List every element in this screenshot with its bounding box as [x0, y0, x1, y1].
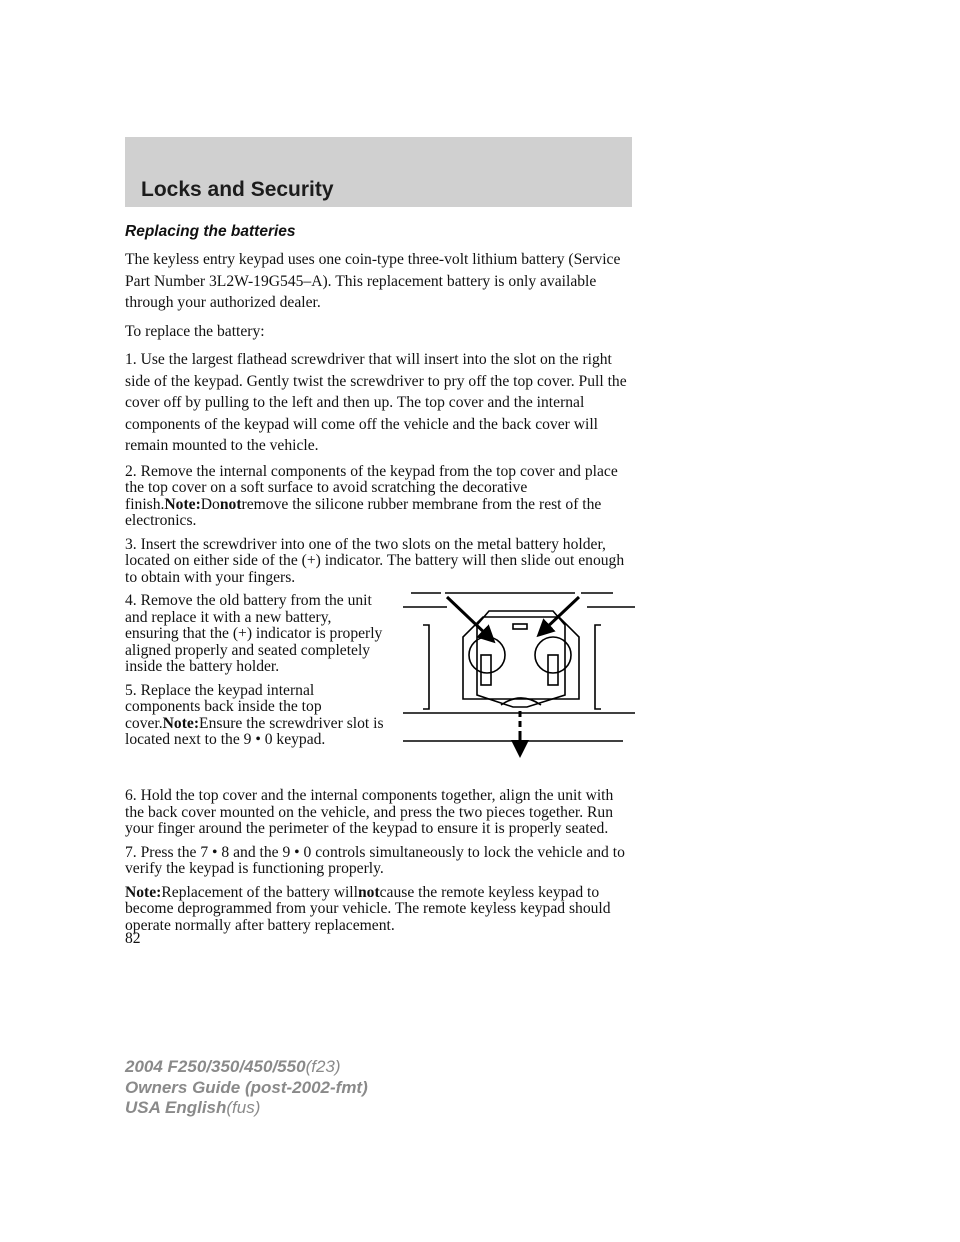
- footer-model-code: (f23): [305, 1057, 341, 1076]
- header-band: [125, 137, 632, 207]
- step-5-rest: Ensure the screwdriver slot is located next to the 9 • 0 keypad.: [125, 714, 384, 748]
- footer-line-1: [125, 1057, 368, 1078]
- final-note-text: Replacement of the battery will: [161, 883, 358, 901]
- footer: [125, 1057, 368, 1119]
- footer-language: USA English: [125, 1098, 227, 1117]
- step-4: 4. Remove the old battery from the unit and replace it with a new battery, ensuring that the (+) indicator is properly aligned properly and seated completely inside the battery holder.: [125, 592, 383, 675]
- footer-line-3: [125, 1098, 368, 1119]
- step-7: 7. Press the 7 • 8 and the 9 • 0 controls simultaneously to lock the vehicle and to verify the keypad is functioning properly.: [125, 843, 625, 877]
- main-content: [125, 222, 635, 941]
- final-note: [125, 885, 635, 935]
- step-2-not: not: [219, 495, 242, 513]
- step-5-note-label: Note:: [162, 714, 200, 732]
- battery-holder-diagram: [403, 591, 635, 763]
- step-3: 3. Insert the screwdriver into one of the two slots on the metal battery holder, located on either side of the (+) indicator. The battery will then slide out enough to obtain with your fingers.: [125, 535, 625, 586]
- step-2-text: 2. Remove the internal components of the keypad from the top cover and place the top cover on a soft surface to avoid scratching the decorative finish.: [125, 462, 618, 513]
- final-note-label: Note:: [125, 883, 162, 901]
- step-4-5-text: [125, 593, 387, 749]
- step-2-do: Do: [200, 495, 220, 513]
- step-5-text: 5. Replace the keypad internal components back inside the top cover.: [125, 681, 322, 732]
- final-note-rest: cause the remote keyless keypad to become deprogrammed from your vehicle. The remote keyless keypad should operate normally after battery replacement.: [125, 883, 611, 934]
- step-2-note-label: Note:: [164, 495, 201, 513]
- step-5: [125, 683, 387, 749]
- final-note-not: not: [357, 883, 380, 901]
- step-4-5-block: [125, 593, 635, 781]
- section-title: Replacing the batteries: [125, 223, 296, 240]
- footer-line-2: Owners Guide (post-2002-fmt): [125, 1077, 368, 1097]
- to-replace-line: To replace the battery:: [125, 322, 265, 340]
- step-6: 6. Hold the top cover and the internal components together, align the unit with the back cover mounted on the vehicle, and press the two pieces together. Run your finger around the perimeter of the keypad to ensure it is properly seated.: [125, 787, 614, 837]
- step-2-rest: remove the silicone rubber membrane from the rest of the electronics.: [125, 495, 602, 529]
- page-header-title: Locks and Security: [141, 178, 334, 201]
- page-number: 82: [125, 930, 141, 947]
- footer-model: 2004 F250/350/450/550: [125, 1057, 306, 1076]
- step-2: [125, 464, 635, 530]
- intro-paragraph: The keyless entry keypad uses one coin-type three-volt lithium battery (Service Part Number 3L2W-19G545–A). This replacement battery is only available through your authorized dealer.: [125, 251, 621, 311]
- step-1: 1. Use the largest flathead screwdriver that will insert into the slot on the right side of the keypad. Gently twist the screwdriver to pry off the top cover. Pull the cover off by pulling to the left and then up. The top cover and the internal components of the keypad will come off the vehicle and the back cover will remain mounted to the vehicle.: [125, 351, 627, 454]
- footer-language-code: (fus): [226, 1098, 261, 1117]
